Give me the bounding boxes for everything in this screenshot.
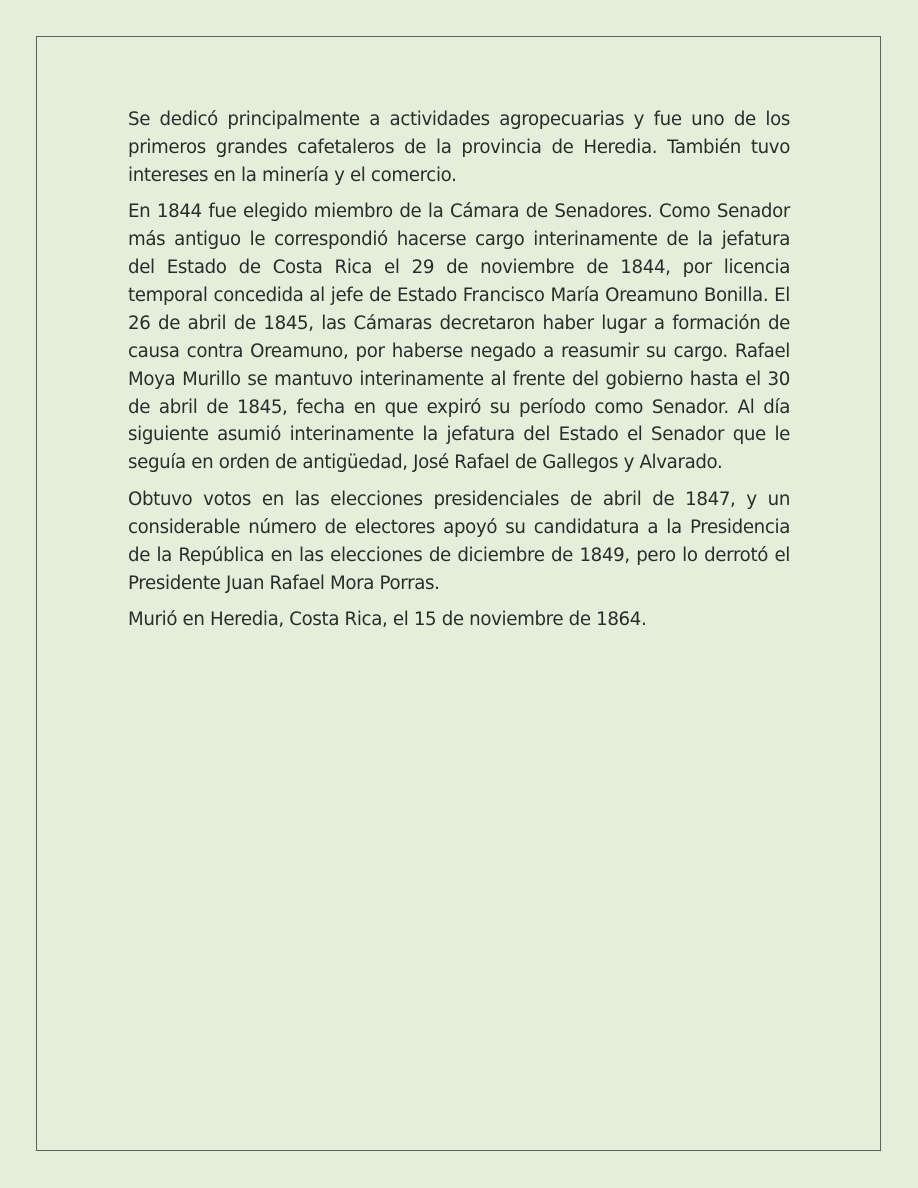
paragraph-senate: En 1844 fue elegido miembro de la Cámara de Senadores. Como Senador más antiguo le correspondió hacerse cargo interinamente de la jefatura del Estado de Costa Rica el 29 de noviembre de 1844, por licencia temporal concedida al jefe de Estado Francisco María Oreamuno Bonilla. El 26 de abril de 1845, las Cámaras decretaron haber lugar a formación de causa contra Oreamuno, por haberse negado a reasumir su cargo. Rafael Moya Murillo se mantuvo interinamente al frente del gobierno hasta el 30 de abril de 1845, fecha en que expiró su período como Senador. Al día siguiente asumió interinamente la jefatura del Estado el Senador que le seguía en orden de antigüedad, José Rafael de Gallegos y Alvarado. [128, 201, 790, 474]
document-body [128, 106, 790, 642]
paragraph-agriculture: Se dedicó principalmente a actividades agropecuarias y fue uno de los primeros grandes cafetaleros de la provincia de Heredia. También tuvo intereses en la minería y el comercio. [128, 109, 790, 186]
paragraph-elections: Obtuvo votos en las elecciones presidenciales de abril de 1847, y un considerable número de electores apoyó su candidatura a la Presidencia de la República en las elecciones de diciembre de 1849, pero lo derrotó el Presidente Juan Rafael Mora Porras. [128, 488, 790, 594]
paragraph-death: Murió en Heredia, Costa Rica, el 15 de noviembre de 1864. [128, 608, 647, 630]
